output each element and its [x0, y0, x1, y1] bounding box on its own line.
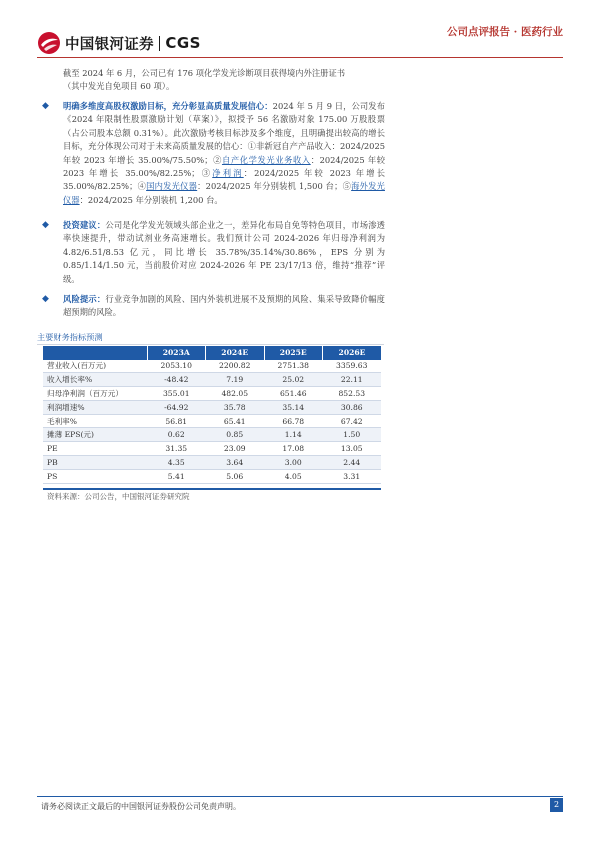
- table-cell: -64.92: [147, 400, 206, 414]
- table-header-cell: 2025E: [264, 346, 323, 360]
- table-cell: 35.14: [264, 400, 323, 414]
- table-cell: 2200.82: [206, 360, 265, 373]
- table-row: [43, 456, 381, 470]
- galaxy-logo-icon: [37, 31, 61, 55]
- table-cell: -48.42: [147, 373, 206, 387]
- table-cell: 56.81: [147, 414, 206, 428]
- row-label: 摊薄 EPS(元): [43, 428, 147, 442]
- table-cell: 4.05: [264, 469, 323, 483]
- table-cell: 22.11: [323, 373, 382, 387]
- table-cell: 482.05: [206, 387, 265, 401]
- table-cell: 355.01: [147, 387, 206, 401]
- table-cell: 3.00: [264, 456, 323, 470]
- incentive-highlight-1: 自产化学发光业务收入: [221, 154, 311, 165]
- table-cell: 67.42: [323, 414, 382, 428]
- row-label: PE: [43, 442, 147, 456]
- continuation-paragraph: [63, 67, 385, 94]
- table-row: [43, 469, 381, 483]
- incentive-text-3: ：2024/2025 年较 2023 年增长 35.00%/82.25%；④: [63, 168, 385, 192]
- table-cell: 1.14: [264, 428, 323, 442]
- table-cell: 25.02: [264, 373, 323, 387]
- incentive-text-2: ：2024/2025 年较 2023 年增长 35.00%/82.25%；③: [63, 154, 385, 179]
- table-bottom-rule: [43, 488, 381, 490]
- incentive-text-5: ：2024/2025 年分别装机 1,200 台。: [79, 194, 223, 205]
- table-cell: 852.53: [323, 387, 382, 401]
- logo-text-en: CGS: [165, 34, 201, 52]
- bullet-dot-icon: ◆: [42, 294, 49, 304]
- table-title: 主要财务指标预测: [37, 332, 103, 342]
- table-cell: 35.78: [206, 400, 265, 414]
- row-label: 收入增长率%: [43, 373, 147, 387]
- bullet-dot-icon: ◆: [42, 220, 49, 230]
- table-row: [43, 360, 381, 373]
- row-label: 营业收入(百万元): [43, 360, 147, 373]
- table-cell: 13.05: [323, 442, 382, 456]
- logo-divider: [159, 36, 161, 51]
- incentive-highlight-2: 净利润: [212, 168, 244, 179]
- header-rule: [37, 57, 563, 58]
- table-source: 资料来源：公司公告，中国银河证券研究院: [47, 492, 190, 501]
- table-cell: 17.08: [264, 442, 323, 456]
- table-cell: 651.46: [264, 387, 323, 401]
- table-cell: 23.09: [206, 442, 265, 456]
- footer-rule: [37, 796, 563, 797]
- table-title-rule: [37, 344, 384, 345]
- table-header-cell: 2023A: [147, 346, 206, 360]
- row-label: PB: [43, 456, 147, 470]
- row-label: 归母净利润（百万元）: [43, 387, 147, 401]
- table-row: [43, 400, 381, 414]
- report-type: 公司点评报告 · 医药行业: [447, 26, 563, 38]
- bullet-risk: [63, 293, 385, 320]
- table-cell: 2751.38: [264, 360, 323, 373]
- financial-forecast-table: [43, 346, 381, 484]
- investment-text: 公司是化学发光领域头部企业之一，差异化布局自免等特色项目，市场渗透率快速提升，带动试剂业务高速增长。我们预计公司 2024-2026 年归母净利润为 4.82/6.51/8.53 亿元，同比增长 35.78%/35.14%/30.86%，EPS 分别为 0.85/1.14/1.50 元，当前股价对应 2024-2026 年 PE 23/17/13 倍，维持“推荐”评级。: [63, 220, 385, 284]
- table-header-row: [43, 346, 381, 360]
- incentive-lead: 明确多维度高股权激励目标，充分彰显高质量发展信心：: [63, 101, 273, 111]
- table-row: [43, 387, 381, 401]
- incentive-highlight-3: 国内发光仪器: [146, 181, 198, 192]
- footer-disclaimer: 请务必阅读正文最后的中国银河证券股份公司免责声明。: [41, 802, 241, 811]
- table-row: [43, 442, 381, 456]
- table-cell: 7.19: [206, 373, 265, 387]
- table-row: [43, 428, 381, 442]
- table-cell: 30.86: [323, 400, 382, 414]
- page-number: 2: [550, 798, 563, 812]
- table-cell: 3.64: [206, 456, 265, 470]
- table-row: [43, 373, 381, 387]
- table-header-cell: [43, 346, 147, 360]
- table-cell: 65.41: [206, 414, 265, 428]
- table-cell: 2053.10: [147, 360, 206, 373]
- table-header-cell: 2024E: [206, 346, 265, 360]
- table-cell: 5.41: [147, 469, 206, 483]
- row-label: 利润增速%: [43, 400, 147, 414]
- continuation-line-1: 截至 2024 年 6 月，公司已有 176 项化学发光诊断项目获得境内外注册证书: [63, 68, 346, 78]
- continuation-line-2: （其中发光自免项目 60 项）。: [63, 81, 175, 92]
- table-header-cell: 2026E: [323, 346, 382, 360]
- logo-text-cn: 中国银河证券: [65, 36, 154, 53]
- table-cell: 1.50: [323, 428, 382, 442]
- risk-text: 行业竞争加剧的风险、国内外装机进展不及预期的风险、集采导致降价幅度超预期的风险。: [63, 294, 385, 318]
- company-logo: [37, 30, 201, 56]
- incentive-text-1: 2024 年 5 月 9 日，公司发布《2024 年限制性股票激励计划（草案）》，拟授予 56 名激励对象 175.00 万股股票（占公司股本总额 0.31%）。此次激励考核目标涉及多个维度，且明确提出较高的增长目标，充分体现公司对于未来高质量发展的信心：①非新冠自产产品收入：2024/2025 年较 2023 年增长 35.00%/75.50%；②: [63, 101, 385, 165]
- table-cell: 66.78: [264, 414, 323, 428]
- table-row: [43, 414, 381, 428]
- table-cell: 3.31: [323, 469, 382, 483]
- investment-lead: 投资建议：: [63, 220, 106, 230]
- row-label: PS: [43, 469, 147, 483]
- table-cell: 31.35: [147, 442, 206, 456]
- bullet-dot-icon: ◆: [42, 101, 49, 111]
- risk-lead: 风险提示：: [63, 294, 106, 304]
- table-cell: 0.62: [147, 428, 206, 442]
- table-cell: 5.06: [206, 469, 265, 483]
- bullet-investment: [63, 219, 385, 286]
- incentive-text-4: ：2024/2025 年分别装机 1,500 台；⑤: [197, 181, 352, 192]
- bullet-incentive: [63, 100, 385, 207]
- incentive-highlight-4: 海外发光仪器: [63, 181, 385, 205]
- table-cell: 0.85: [206, 428, 265, 442]
- table-cell: 4.35: [147, 456, 206, 470]
- table-cell: 2.44: [323, 456, 382, 470]
- table-cell: 3359.63: [323, 360, 382, 373]
- row-label: 毛利率%: [43, 414, 147, 428]
